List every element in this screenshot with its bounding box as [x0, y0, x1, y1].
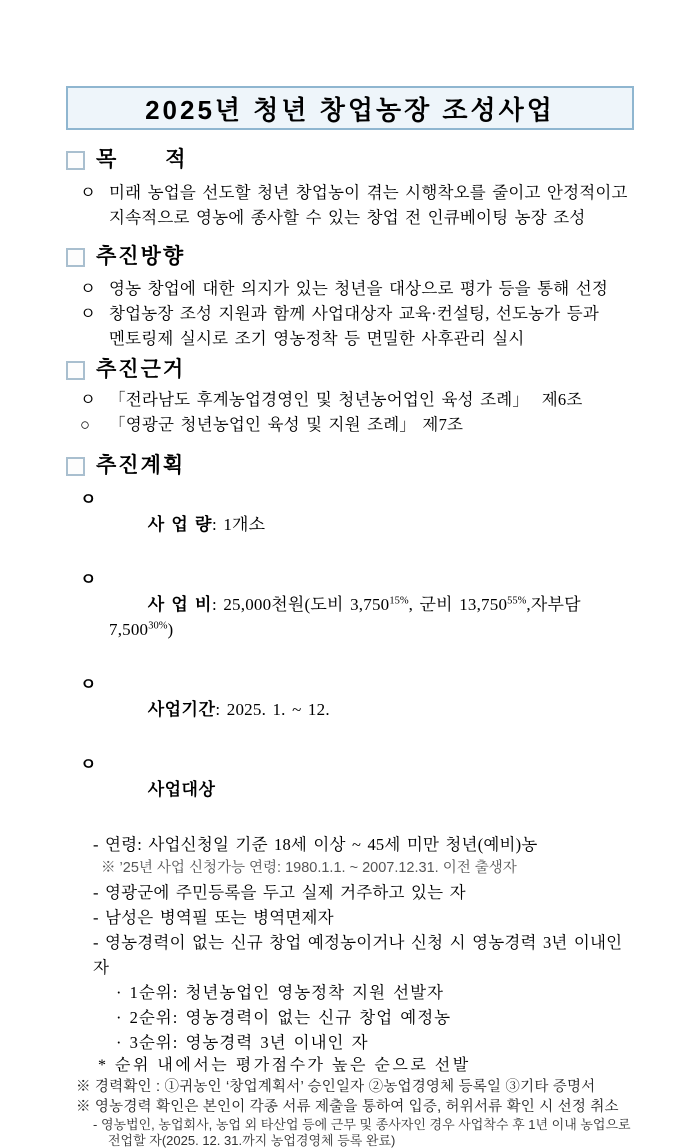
plan-label: 사업대상	[148, 780, 216, 799]
plan-value: : 2025. 1. ~ 12.	[215, 700, 329, 719]
basis-bullet-1	[66, 387, 634, 412]
plan-value: : 25,000천원(도비 3,750	[212, 595, 389, 614]
plan-label: 사업기간	[148, 700, 216, 719]
section-heading-plan	[66, 453, 634, 479]
target-detail-rank3: · 3순위: 영농경력 3년 이내인 자	[66, 1030, 634, 1055]
bullet-marker: ㅇ	[80, 387, 109, 412]
bullet-marker: ㅇ	[80, 180, 109, 230]
plan-item-period	[66, 672, 634, 747]
purpose-bullet-1	[66, 180, 634, 230]
bullet-marker: ㅇ	[80, 301, 109, 351]
plan-item-text	[109, 487, 265, 562]
plan-item-budget	[66, 567, 634, 667]
checkbox-square-icon	[66, 151, 85, 170]
career-check-note-1: ※ 경력확인 : ①귀농인 ‘창업계획서’ 승인일자 ②농업경영체 등록일 ③기타 증명서	[66, 1077, 634, 1097]
plan-value: )	[168, 620, 174, 639]
plan-item-target	[66, 752, 634, 827]
body-line: 「영광군 청년농업인 육성 및 지원 조례」 제7조	[109, 412, 634, 437]
target-detail-military: - 남성은 병역필 또는 병역면제자	[66, 905, 634, 930]
document-title-box	[66, 86, 634, 130]
target-detail-rank2: · 2순위: 영농경력이 없는 신규 창업 예정농	[66, 1005, 634, 1030]
bullet-marker: ㅇ	[80, 487, 109, 562]
career-check-note-2: ※ 영농경력 확인은 본인이 각종 서류 제출을 통하여 입증, 허위서류 확인 시 선정 취소	[66, 1097, 634, 1117]
section-heading-purpose	[66, 147, 634, 173]
section-heading-basis	[66, 357, 634, 383]
bullet-text	[109, 180, 634, 230]
plan-value: ,자부담 7,500	[109, 595, 587, 639]
plan-item-text	[109, 672, 330, 747]
plan-item-text	[109, 567, 634, 667]
section-heading-label: 추진방향	[96, 244, 185, 270]
superscript-percent: 15%	[389, 595, 408, 606]
plan-value: , 군비 13,750	[409, 595, 508, 614]
body-line: 영농 창업에 대한 의지가 있는 청년을 대상으로 평가 등을 통해 선정	[109, 276, 634, 301]
superscript-percent: 30%	[148, 620, 167, 631]
target-detail-career: - 영농경력이 없는 신규 창업 예정농이거나 신청 시 영농경력 3년 이내인 자	[66, 930, 634, 980]
checkbox-square-icon	[66, 457, 85, 476]
bullet-marker: ㅇ	[80, 567, 109, 667]
section-heading-label: 추진근거	[96, 357, 185, 383]
section-heading-direction	[66, 244, 634, 270]
plan-item-text	[109, 752, 215, 827]
body-line: 미래 농업을 선도할 청년 창업농이 겪는 시행착오를 줄이고 안정적이고	[109, 180, 634, 205]
direction-bullet-2	[66, 301, 634, 351]
checkbox-square-icon	[66, 248, 85, 267]
plan-item-quantity	[66, 487, 634, 562]
bullet-marker: ○	[80, 412, 109, 437]
target-detail-rank-note: * 순위 내에서는 평가점수가 높은 순으로 선발	[66, 1055, 634, 1077]
plan-label: 사 업 량	[148, 515, 212, 534]
bullet-text	[109, 301, 634, 351]
target-detail-residence: - 영광군에 주민등록을 두고 실제 거주하고 있는 자	[66, 880, 634, 905]
career-note-subline-2: 전업할 자(2025. 12. 31.까지 농업경영체 등록 완료)	[66, 1133, 634, 1148]
document-page	[0, 86, 700, 1076]
plan-value: : 1개소	[212, 515, 265, 534]
target-detail-rank1: · 1순위: 청년농업인 영농정착 지원 선발자	[66, 980, 634, 1005]
body-line: 창업농장 조성 지원과 함께 사업대상자 교육·컨설팅, 선도농가 등과	[109, 301, 634, 326]
superscript-percent: 55%	[507, 595, 526, 606]
career-note-subline-1: - 영농법인, 농업회사, 농업 외 타산업 등에 근무 및 종사자인 경우 사업착수 후 1년 이내 농업으로	[66, 1117, 634, 1133]
body-line: 「전라남도 후계농업경영인 및 청년농어업인 육성 조례」 제6조	[109, 387, 634, 412]
target-detail-age: - 연령: 사업신청일 기준 18세 이상 ~ 45세 미만 청년(예비)농	[66, 832, 634, 857]
bullet-text	[109, 412, 634, 437]
body-line: 지속적으로 영농에 종사할 수 있는 창업 전 인큐베이팅 농장 조성	[109, 205, 634, 230]
section-heading-label: 목 적	[96, 147, 188, 173]
bullet-marker: ㅇ	[80, 672, 109, 747]
checkbox-square-icon	[66, 361, 85, 380]
bullet-marker: ㅇ	[80, 276, 109, 301]
body-line: 멘토링제 실시로 조기 영농정착 등 면밀한 사후관리 실시	[109, 326, 634, 351]
bullet-text	[109, 387, 634, 412]
plan-label: 사 업 비	[148, 595, 212, 614]
target-detail-age-note: ※ ’25년 사업 신청가능 연령: 1980.1.1. ~ 2007.12.31. 이전 출생자	[66, 857, 634, 880]
basis-bullet-2	[66, 412, 634, 437]
direction-bullet-1	[66, 276, 634, 301]
bullet-text	[109, 276, 634, 301]
document-title: 2025년 청년 창업농장 조성사업	[145, 90, 555, 127]
section-heading-label: 추진계획	[96, 453, 185, 479]
bullet-marker: ㅇ	[80, 752, 109, 827]
